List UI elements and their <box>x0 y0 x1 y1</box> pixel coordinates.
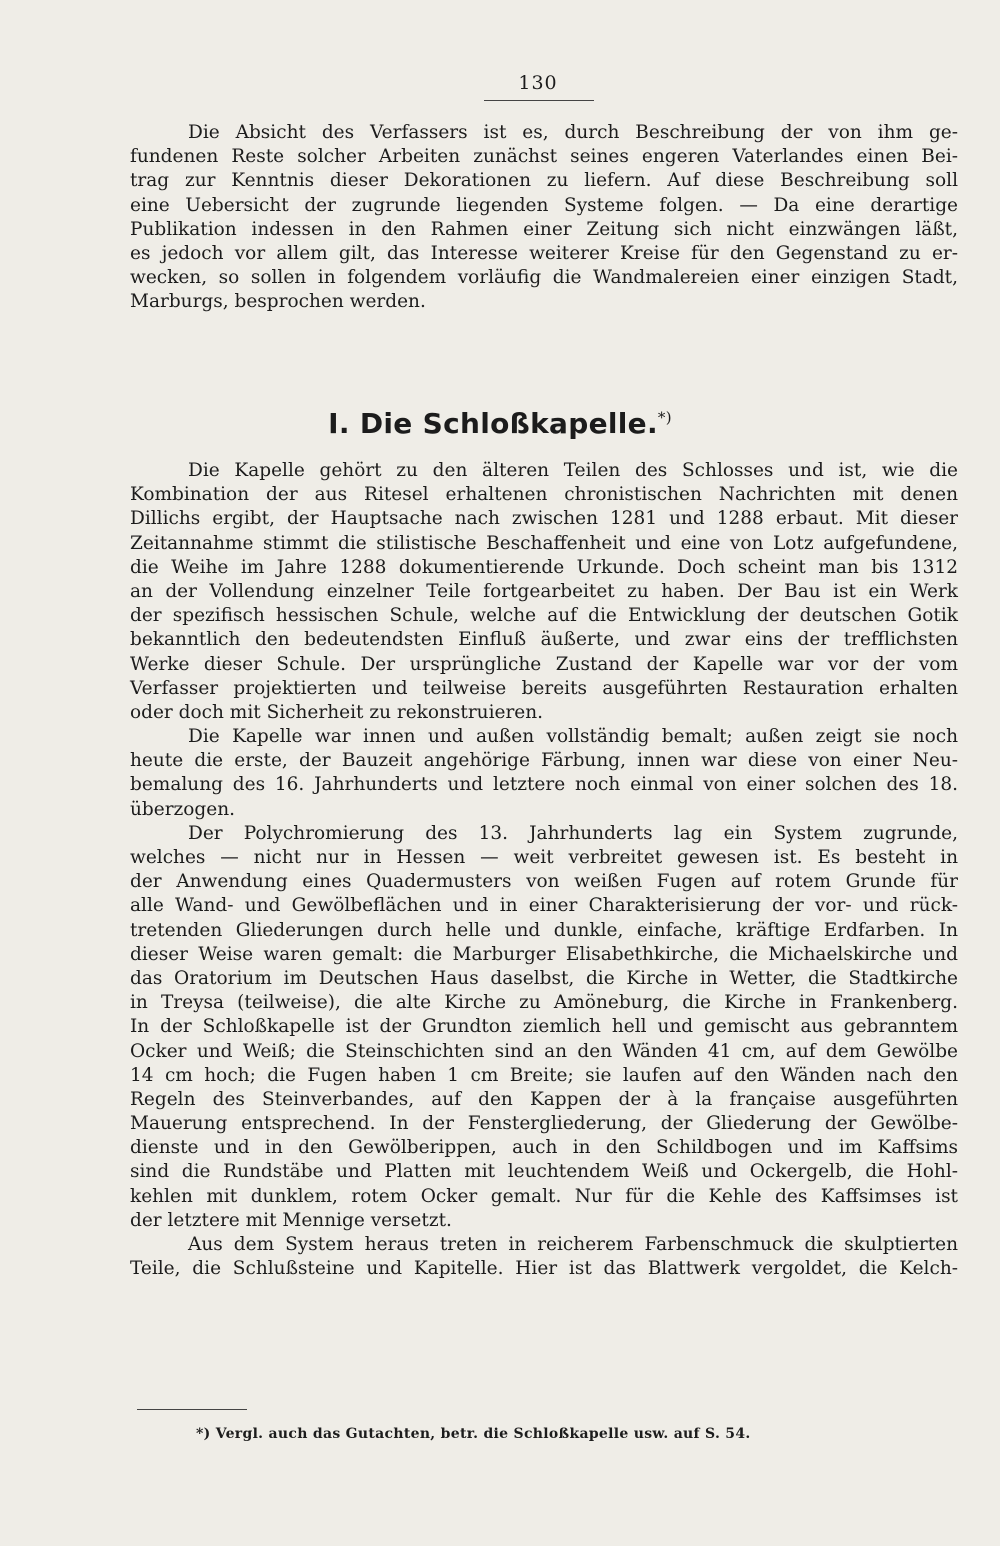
text-line: Zeitannahme stimmt die stilistische Beschaffenheit und eine von Lotz aufgefundene, <box>130 532 958 554</box>
footnote-rule <box>137 1409 247 1410</box>
text-line: Der Polychromierung des 13. Jahrhunderts lag ein System zugrunde, <box>188 822 958 844</box>
text-line: es jedoch vor allem gilt, das Interesse weiterer Kreise für den Gegenstand zu er- <box>130 242 958 264</box>
text-line: Aus dem System heraus treten in reicherem Farbenschmuck die skulptierten <box>188 1234 958 1255</box>
text-line: Mauerung entsprechend. In der Fenstergliederung, der Gliederung der Gewölbe- <box>130 1113 958 1135</box>
body-text <box>130 459 958 1281</box>
text-line: eine Uebersicht der zugrunde liegenden Systeme folgen. — Da eine derartige <box>130 194 958 216</box>
text-line: heute die erste, der Bauzeit angehörige Färbung, innen war diese von einer Neu- <box>130 750 958 772</box>
text-line: 14 cm hoch; die Fugen haben 1 cm Breite; sie laufen auf den Wänden nach den <box>130 1064 958 1086</box>
text-line: Die Kapelle gehört zu den älteren Teilen des Schlosses und ist, wie die <box>188 460 958 481</box>
text-line: alle Wand- und Gewölbeflächen und in einer Charakterisierung der vor- und rück- <box>130 895 958 917</box>
page-number-rule <box>484 100 594 101</box>
text-line: der letztere mit Mennige versetzt. <box>130 1209 452 1231</box>
text-line: der Anwendung eines Quadermusters von weißen Fugen auf rotem Grunde für <box>130 871 958 893</box>
text-line: trag zur Kenntnis dieser Dekorationen zu liefern. Auf diese Beschreibung soll <box>130 170 958 192</box>
text-line: dieser Weise waren gemalt: die Marburger Elisabethkirche, die Michaelskirche und <box>130 943 958 965</box>
text-line: Ocker und Weiß; die Steinschichten sind an den Wänden 41 cm, auf dem Gewölbe <box>130 1040 958 1062</box>
text-line: sind die Rundstäbe und Platten mit leuchtendem Weiß und Ockergelb, die Hohl- <box>130 1161 958 1183</box>
text-line: Dillichs ergibt, der Hauptsache nach zwischen 1281 und 1288 erbaut. Mit dieser <box>130 508 958 530</box>
text-line: Werke dieser Schule. Der ursprüngliche Zustand der Kapelle war vor der vom <box>130 653 958 675</box>
text-line: welches — nicht nur in Hessen — weit verbreitet gewesen ist. Es besteht in <box>130 847 958 868</box>
text-line: in Treysa (teilweise), die alte Kirche zu Amöneburg, die Kirche in Frankenberg. <box>130 992 958 1014</box>
text-line: die Weihe im Jahre 1288 dokumentierende Urkunde. Doch scheint man bis 1312 <box>130 556 958 578</box>
text-line: wecken, so sollen in folgendem vorläufig die Wandmalereien einer einzigen Stadt, <box>130 267 958 289</box>
text-line: Marburgs, besprochen werden. <box>130 291 426 313</box>
text-line: Teile, die Schlußsteine und Kapitelle. Hier ist das Blattwerk vergoldet, die Kelch- <box>130 1258 958 1280</box>
text-line: tretenden Gliederungen durch helle und dunkle, einfache, kräftige Erdfarben. In <box>130 919 958 941</box>
text-line: überzogen. <box>130 798 236 820</box>
text-line: Regeln des Steinverbandes, auf den Kappen der à la française ausgeführten <box>130 1088 958 1110</box>
text-line: bemalung des 16. Jahrhunderts und letztere noch einmal von einer solchen des 18. <box>130 774 958 796</box>
text-line: In der Schloßkapelle ist der Grundton ziemlich hell und gemischt aus gebranntem <box>130 1016 958 1038</box>
text-line: Die Kapelle war innen und außen vollständig bemalt; außen zeigt sie noch <box>188 726 958 748</box>
footnote-marker: *) <box>657 408 672 427</box>
page-number: 130 <box>518 72 558 94</box>
text-line: Die Absicht des Verfassers ist es, durch Beschreibung der von ihm ge- <box>188 122 958 143</box>
text-line: bekanntlich den bedeutendsten Einfluß äußerte, und zwar eins der trefflichsten <box>130 629 958 651</box>
text-line: Publikation indessen in den Rahmen einer Zeitung sich nicht einzwängen läßt, <box>130 218 958 240</box>
text-line: kehlen mit dunklem, rotem Ocker gemalt. Nur für die Kehle des Kaffsimses ist <box>130 1185 958 1207</box>
intro-paragraph <box>130 121 958 315</box>
text-line: fundenen Reste solcher Arbeiten zunächst seines engeren Vaterlandes einen Bei- <box>130 146 958 168</box>
text-line: an der Vollendung einzelner Teile fortgearbeitet zu haben. Der Bau ist ein Werk <box>130 580 958 602</box>
text-line: das Oratorium im Deutschen Haus daselbst, die Kirche in Wetter, die Stadtkirche <box>130 967 958 989</box>
section-heading-text: I. Die Schloßkapelle. <box>328 407 658 440</box>
text-line: Kombination der aus Ritesel erhaltenen chronistischen Nachrichten mit denen <box>130 484 958 506</box>
text-line: oder doch mit Sicherheit zu rekonstruieren. <box>130 701 544 723</box>
footnote: *) Vergl. auch das Gutachten, betr. die Schloßkapelle usw. auf S. 54. <box>196 1426 751 1442</box>
text-line: der spezifisch hessischen Schule, welche auf die Entwicklung der deutschen Gotik <box>130 605 958 627</box>
text-line: dienste und in den Gewölberippen, auch in den Schildbogen und im Kaffsims <box>130 1137 958 1159</box>
text-line: Verfasser projektierten und teilweise bereits ausgeführten Restauration erhalten <box>130 677 958 699</box>
section-heading <box>0 407 1000 440</box>
